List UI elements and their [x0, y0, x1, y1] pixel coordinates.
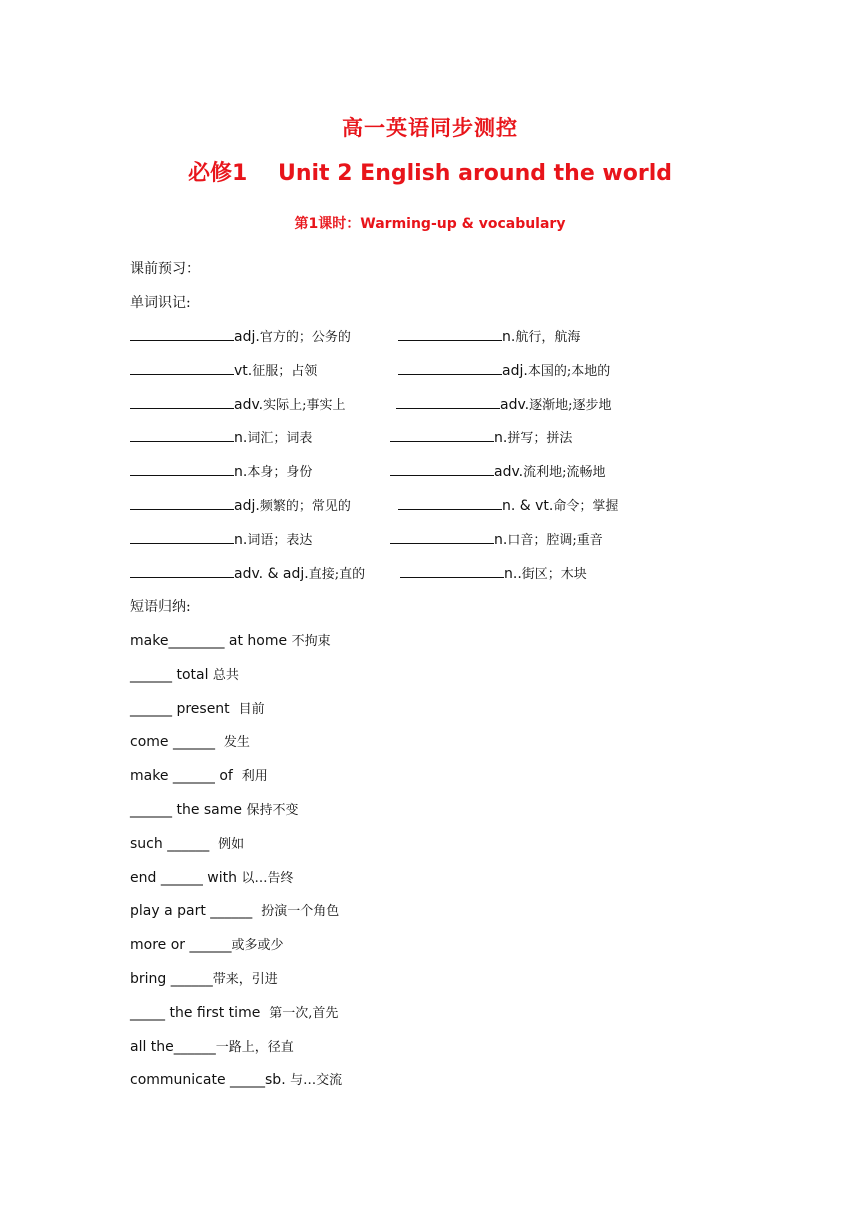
vocab-item-left	[130, 427, 312, 446]
phrase-suffix: sb.	[265, 1072, 291, 1089]
phrase-prefix: end	[130, 869, 161, 886]
phrase-prefix: make	[130, 768, 173, 785]
part-of-speech: adv.	[500, 396, 530, 413]
phrase-suffix: the same	[172, 802, 247, 818]
phrase-row	[130, 833, 244, 852]
phrase-blank[interactable]: ______	[189, 937, 232, 954]
phrase-meaning: 扮演一个角色	[261, 904, 340, 920]
phrase-suffix: the first time	[165, 1004, 270, 1021]
lesson-title: 第1课时：Warming-up & vocabulary	[294, 216, 566, 232]
answer-blank[interactable]	[130, 461, 234, 476]
phrase-row	[130, 934, 284, 953]
phrases-label: 短语归纳:	[130, 599, 191, 615]
definition: 词汇；词表	[247, 431, 313, 447]
part-of-speech: adv.	[234, 396, 264, 413]
part-of-speech: n.	[502, 329, 516, 345]
answer-blank[interactable]	[130, 427, 234, 442]
definition: 逐渐地;逐步地	[529, 397, 612, 413]
answer-blank[interactable]	[398, 326, 502, 341]
phrase-row	[130, 799, 298, 818]
answer-blank[interactable]	[130, 394, 234, 409]
phrase-meaning: 一路上，径直	[215, 1039, 294, 1055]
phrase-row	[130, 765, 268, 784]
phrase-meaning: 保持不变	[246, 803, 299, 818]
page-title: 高一英语同步测控	[342, 115, 518, 140]
part-of-speech: adv.	[494, 464, 524, 481]
phrase-prefix: all the	[130, 1038, 174, 1055]
phrase-meaning: 目前	[238, 701, 265, 717]
definition: 街区；木块	[521, 566, 587, 582]
phrase-row	[130, 1069, 342, 1088]
phrase-prefix: communicate	[130, 1072, 231, 1089]
phrase-meaning: 带来，引进	[212, 972, 278, 987]
definition: 实际上;事实上	[263, 397, 346, 413]
phrase-blank[interactable]: ______	[173, 1038, 216, 1055]
phrase-meaning: 利用	[241, 769, 268, 785]
phrase-suffix: total	[172, 666, 213, 683]
phrase-row	[130, 867, 293, 886]
phrase-blank[interactable]: ________	[168, 633, 225, 649]
part-of-speech: n..	[504, 565, 522, 582]
definition: 流利地;流畅地	[523, 465, 606, 481]
phrase-prefix: make	[130, 633, 169, 649]
phrase-blank[interactable]: _____	[230, 1072, 266, 1089]
vocab-item-left	[130, 495, 351, 514]
definition: 本身；身份	[247, 465, 313, 481]
phrase-blank[interactable]: ______	[210, 903, 253, 920]
answer-blank[interactable]	[130, 529, 234, 544]
phrase-blank[interactable]: ______	[130, 700, 172, 717]
phrase-row	[130, 1036, 294, 1055]
phrase-row	[130, 698, 265, 717]
phrase-meaning: 不拘束	[291, 634, 331, 649]
phrase-row	[130, 731, 250, 750]
phrase-meaning: 或多或少	[231, 938, 284, 954]
definition: 拼写；拼法	[507, 431, 573, 447]
phrase-suffix: present	[172, 700, 239, 717]
part-of-speech: n.	[234, 464, 248, 481]
vocab-item-left	[130, 360, 317, 379]
vocab-item-left	[130, 563, 365, 582]
vocab-item-right	[390, 427, 572, 446]
vocab-item-left	[130, 461, 312, 480]
phrase-blank[interactable]: ______	[172, 734, 215, 751]
phrase-row	[130, 900, 339, 919]
part-of-speech: vt.	[234, 362, 253, 379]
definition: 航行，航海	[515, 330, 581, 345]
definition: 词语；表达	[247, 532, 313, 548]
phrase-suffix: with	[202, 869, 242, 886]
phrase-blank[interactable]: ______	[170, 971, 213, 987]
vocab-item-right	[396, 394, 612, 413]
unit-title: 必修1 Unit 2 English around the world	[188, 161, 672, 186]
vocab-item-right	[398, 360, 610, 379]
part-of-speech: n.	[494, 430, 508, 447]
definition: 本国的;本地的	[527, 363, 611, 379]
vocab-item-right	[390, 461, 606, 480]
phrase-row	[130, 968, 278, 987]
phrase-blank[interactable]: ______	[167, 835, 210, 852]
phrase-meaning: 总共	[212, 667, 239, 683]
part-of-speech: adj.	[234, 498, 260, 514]
vocab-item-left	[130, 394, 346, 413]
phrase-meaning: 发生	[223, 735, 250, 751]
definition: 征服；占领	[252, 363, 318, 379]
phrase-row	[130, 630, 331, 649]
part-of-speech: adj.	[234, 329, 260, 345]
definition: 直接;直的	[308, 566, 366, 582]
answer-blank[interactable]	[398, 360, 502, 375]
vocab-item-left	[130, 326, 351, 345]
preview-label: 课前预习：	[130, 261, 200, 277]
vocab-item-right	[398, 495, 618, 514]
part-of-speech: n.	[234, 430, 248, 447]
answer-blank[interactable]	[400, 563, 504, 578]
phrase-suffix: at home	[224, 633, 292, 649]
answer-blank[interactable]	[130, 495, 234, 510]
phrase-row	[130, 1002, 338, 1021]
answer-blank[interactable]	[130, 563, 234, 578]
vocab-item-left	[130, 529, 312, 548]
words-label: 单词识记:	[130, 295, 191, 311]
answer-blank[interactable]	[130, 326, 234, 341]
answer-blank[interactable]	[390, 529, 494, 544]
vocab-item-right	[398, 326, 580, 345]
part-of-speech: n.	[234, 531, 248, 548]
phrase-meaning: 第一次,首先	[269, 1005, 339, 1021]
phrase-prefix: play a part	[130, 903, 211, 920]
phrase-suffix	[215, 734, 224, 750]
vocab-item-right	[400, 563, 587, 582]
vocab-item-right	[390, 529, 603, 548]
phrase-prefix: more or	[130, 937, 190, 954]
answer-blank[interactable]	[390, 427, 494, 442]
answer-blank[interactable]	[130, 360, 234, 375]
phrase-suffix: of	[214, 768, 242, 785]
phrase-prefix: such	[130, 835, 168, 852]
part-of-speech: adj.	[502, 362, 528, 379]
phrase-blank[interactable]: ______	[130, 802, 172, 818]
answer-blank[interactable]	[396, 394, 500, 409]
phrase-prefix: come	[130, 734, 173, 751]
part-of-speech: adv. & adj.	[234, 565, 309, 582]
part-of-speech: n.	[494, 531, 508, 548]
phrase-blank[interactable]: ______	[160, 869, 203, 886]
phrase-blank[interactable]: _____	[130, 1004, 165, 1021]
definition: 官方的；公务的	[259, 330, 351, 345]
phrase-blank[interactable]: ______	[130, 666, 172, 683]
part-of-speech: n. & vt.	[502, 498, 554, 514]
phrase-prefix: bring	[130, 971, 171, 987]
definition: 口音；腔调;重音	[507, 532, 603, 548]
phrase-suffix	[209, 836, 218, 852]
phrase-meaning: 以…告终	[241, 870, 294, 886]
answer-blank[interactable]	[398, 495, 502, 510]
phrase-suffix	[252, 903, 261, 919]
phrase-row	[130, 664, 239, 683]
phrase-blank[interactable]: ______	[172, 768, 215, 785]
definition: 频繁的；常见的	[259, 499, 351, 514]
answer-blank[interactable]	[390, 461, 494, 476]
phrase-meaning: 例如	[218, 836, 245, 852]
phrase-meaning: 与…交流	[290, 1073, 343, 1089]
definition: 命令；掌握	[553, 499, 619, 514]
